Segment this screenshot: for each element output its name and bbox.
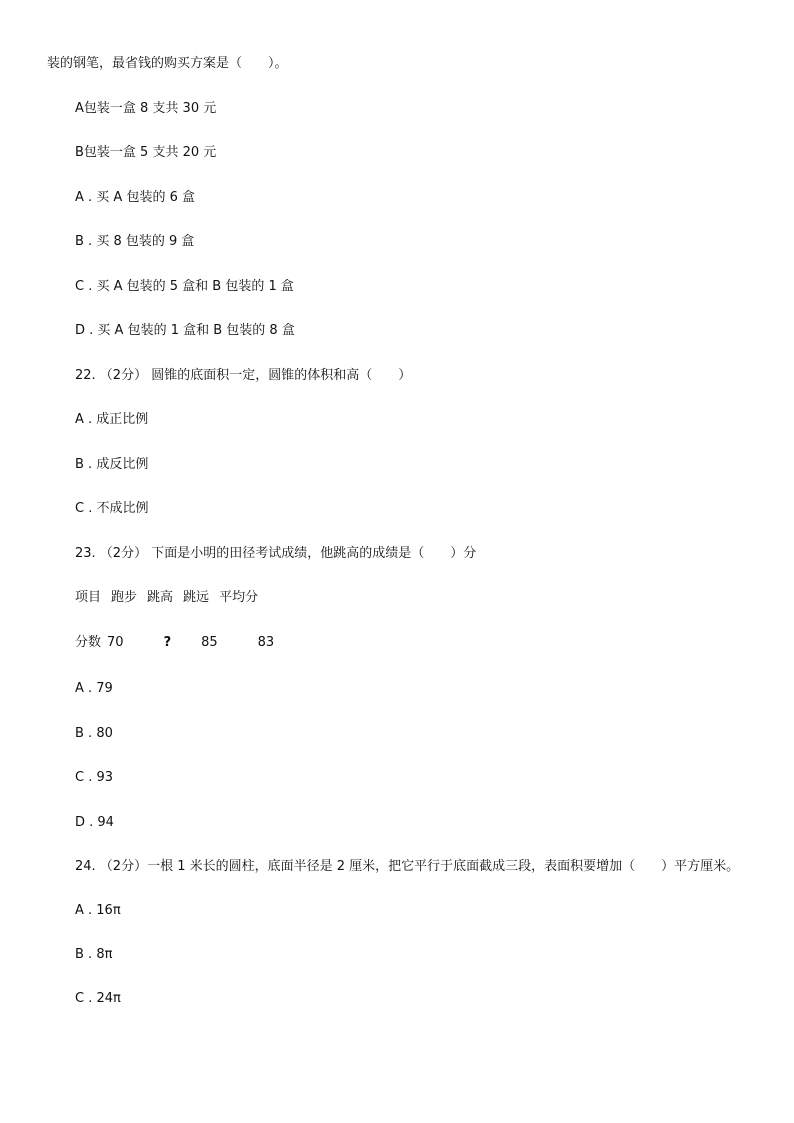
header-cell: 平均分 [219, 590, 259, 605]
header-cell: 跑步 [111, 590, 138, 605]
question-21-continuation: 装的钢笔，最省钱的购买方案是（ ）。 [47, 56, 288, 71]
question-24 [47, 852, 767, 1007]
q21-option-a: A . 买 A 包装的 6 盒 [75, 190, 195, 205]
score-table-header [75, 590, 258, 606]
header-cell: 跳远 [183, 590, 210, 605]
q23-option-d: D . 94 [75, 815, 114, 830]
score-table-row [75, 635, 274, 651]
q21-option-c: C . 买 A 包装的 5 盒和 B 包装的 1 盒 [75, 279, 294, 294]
q24-option-a: A . 16π [75, 903, 121, 918]
row-cell: 分数 [75, 635, 102, 650]
q24-option-b: B . 8π [75, 947, 113, 962]
q24-option-c: C . 24π [75, 991, 121, 1006]
question-24-stem: 24. （2分）一根 1 米长的圆柱，底面半径是 2 厘米，把它平行于底面截成三段，表面积要增加（ ）平方厘米。 [75, 859, 740, 874]
question-22-stem: 22. （2分） 圆锥的底面积一定，圆锥的体积和高（ ） [75, 368, 412, 383]
row-cell: 70 [107, 635, 124, 650]
header-cell: 跳高 [147, 590, 174, 605]
q23-option-b: B . 80 [75, 726, 113, 741]
row-cell: ? [163, 635, 172, 650]
q21-info-b: B包装一盒 5 支共 20 元 [75, 145, 217, 160]
q23-option-a: A . 79 [75, 681, 113, 696]
q21-info-a: A包装一盒 8 支共 30 元 [75, 101, 217, 116]
q21-option-d: D . 买 A 包装的 1 盒和 B 包装的 8 盒 [75, 323, 295, 338]
question-23-stem: 23. （2分） 下面是小明的田径考试成绩，他跳高的成绩是（ ）分 [75, 546, 477, 561]
header-cell: 项目 [75, 590, 102, 605]
row-cell: 85 [201, 635, 218, 650]
q21-option-b: B . 买 8 包装的 9 盒 [75, 234, 195, 249]
q23-option-c: C . 93 [75, 770, 114, 785]
row-cell: 83 [257, 635, 275, 650]
q22-option-a: A . 成正比例 [75, 412, 149, 427]
q22-option-c: C . 不成比例 [75, 501, 149, 516]
q22-option-b: B . 成反比例 [75, 457, 149, 472]
